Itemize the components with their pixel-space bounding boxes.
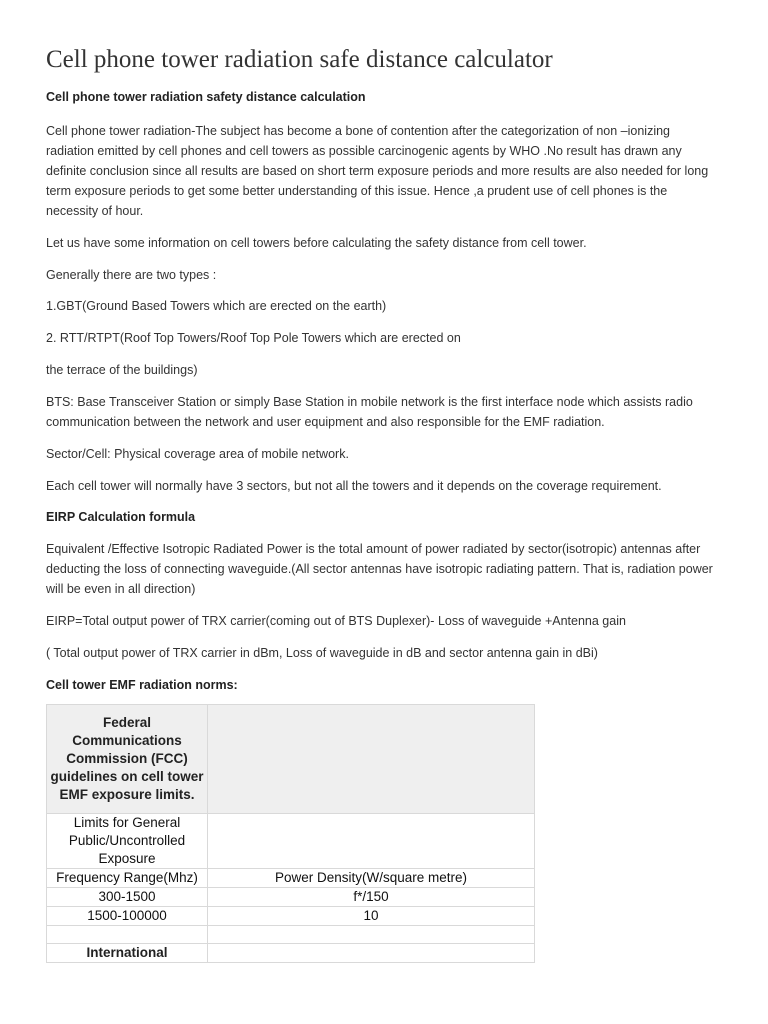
range-cell: 1500-100000 — [47, 907, 208, 926]
each-paragraph: Each cell tower will normally have 3 sectors, but not all the towers and it depends on the coverage requirement. — [46, 479, 662, 493]
emf-norms-table — [46, 704, 535, 963]
info-paragraph: Let us have some information on cell towers before calculating the safety distance from cell tower. — [46, 236, 587, 250]
gbt-paragraph: 1.GBT(Ground Based Towers which are erected on the earth) — [46, 299, 387, 313]
table-row — [47, 705, 535, 814]
power-density-header: Power Density(W/square metre) — [208, 869, 535, 888]
limits-cell: Limits for General Public/Uncontrolled Exposure — [47, 814, 208, 869]
table-row — [47, 869, 535, 888]
table-row — [47, 814, 535, 869]
fcc-header-cell: Federal Communications Commission (FCC) guidelines on cell tower EMF exposure limits. — [47, 705, 208, 814]
sector-paragraph: Sector/Cell: Physical coverage area of mobile network. — [46, 447, 349, 461]
table-row — [47, 907, 535, 926]
norms-heading: Cell tower EMF radiation norms: — [46, 678, 238, 692]
eirp-definition: Equivalent /Effective Isotropic Radiated Power is the total amount of power radiated by sector(isotropic) antennas after deducting the loss of connecting waveguide.(All sector antennas have isotropic radiating pattern. That is, radiation power will be even in all direction) — [46, 542, 713, 596]
eirp-units: ( Total output power of TRX carrier in dBm, Loss of waveguide in dB and sector antenna gain in dBi) — [46, 646, 598, 660]
rtt-paragraph: 2. RTT/RTPT(Roof Top Towers/Roof Top Pole Towers which are erected on — [46, 331, 461, 345]
frequency-range-header: Frequency Range(Mhz) — [47, 869, 208, 888]
empty-cell — [208, 944, 535, 963]
range-cell: 300-1500 — [47, 888, 208, 907]
empty-cell — [208, 926, 535, 944]
empty-cell — [47, 926, 208, 944]
page-title: Cell phone tower radiation safe distance calculator — [46, 46, 553, 73]
table-row — [47, 926, 535, 944]
intro-paragraph: Cell phone tower radiation-The subject has become a bone of contention after the categorization of non –ionizing radiation emitted by cell phones and cell towers as possible carcinogenic agents by WHO .No result has drawn any definite conclusion since all results are based on short term exposure periods and more results are also needed for long term exposure periods to get some better understanding of this issue. Hence ,a prudent use of cell phones is the necessity of hour. — [46, 124, 709, 218]
bts-paragraph: BTS: Base Transceiver Station or simply Base Station in mobile network is the first interface node which assists radio communication between the network and user equipment and also responsible for the EMF radiation. — [46, 395, 693, 429]
eirp-heading: EIRP Calculation formula — [46, 510, 196, 524]
section-subtitle: Cell phone tower radiation safety distance calculation — [46, 90, 366, 104]
density-cell: f*/150 — [208, 888, 535, 907]
empty-cell — [208, 814, 535, 869]
table-row — [47, 888, 535, 907]
density-cell: 10 — [208, 907, 535, 926]
table-row — [47, 944, 535, 963]
eirp-formula: EIRP=Total output power of TRX carrier(coming out of BTS Duplexer)- Loss of waveguide +Antenna gain — [46, 614, 626, 628]
international-cell: International — [47, 944, 208, 963]
terrace-paragraph: the terrace of the buildings) — [46, 363, 198, 377]
empty-cell — [208, 705, 535, 814]
types-paragraph: Generally there are two types : — [46, 268, 217, 282]
